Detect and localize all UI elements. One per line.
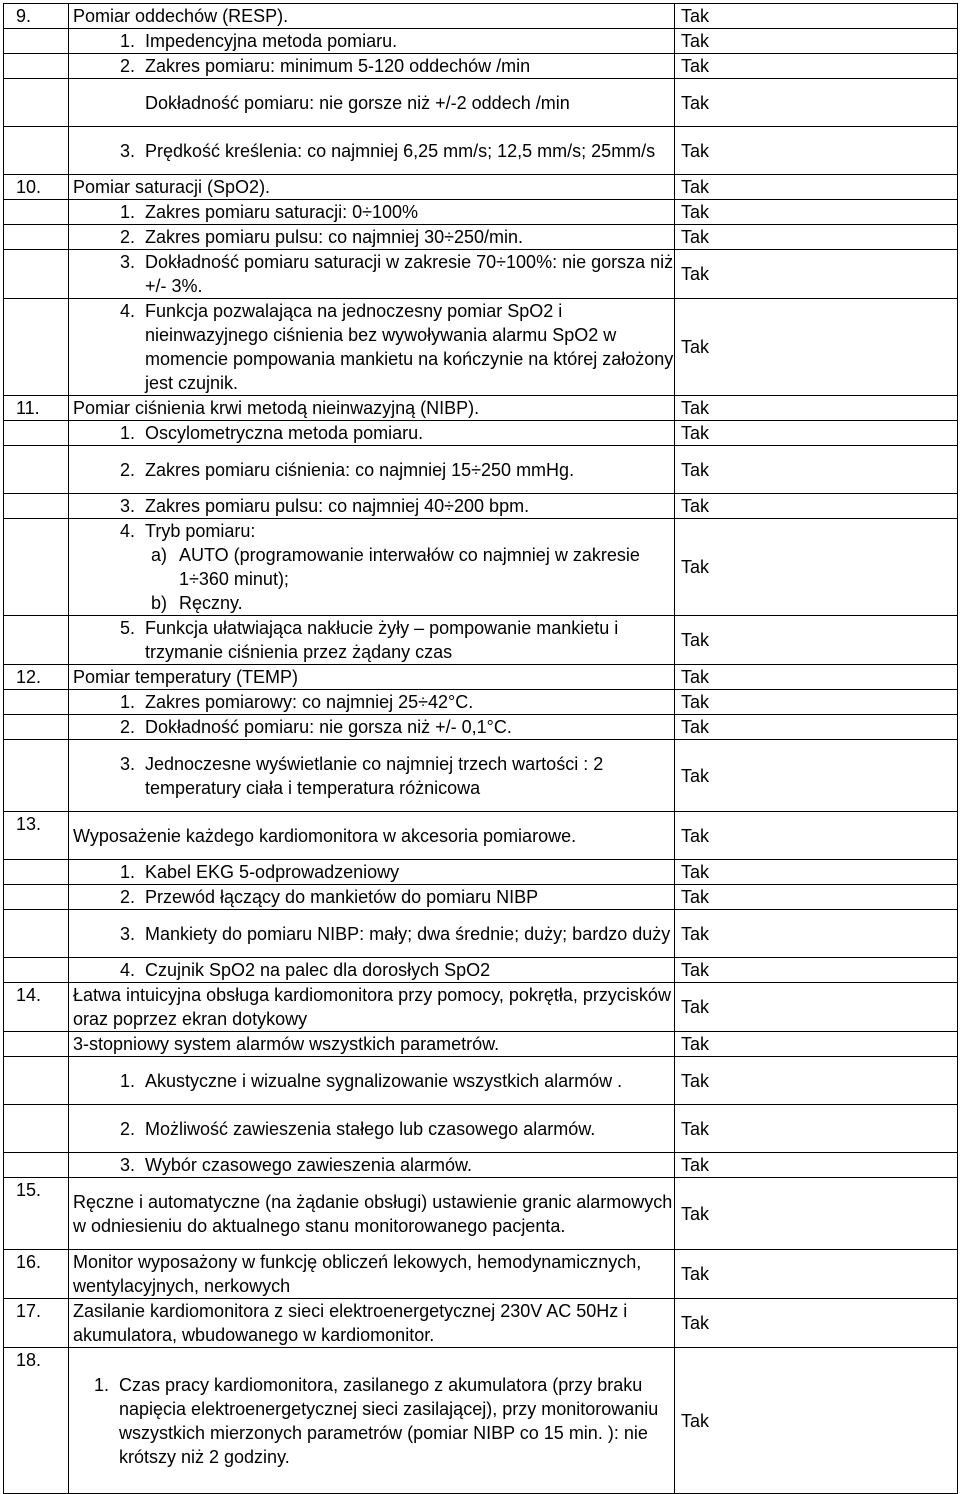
table-row [4,690,958,715]
row-description-cell [69,885,675,910]
compliance-value-cell: Tak [675,250,958,299]
requirement-subitem [69,1373,674,1469]
row-description-cell [69,715,675,740]
subitem-number: 4. [119,301,135,321]
subitem-text: Tryb pomiaru: [145,521,256,541]
row-description-cell [69,127,675,175]
row-description-cell [69,396,675,421]
requirement-text [69,983,674,1031]
row-number-cell: 15. [4,1178,69,1250]
subitem-number: 3. [119,252,135,272]
table-row [4,1250,958,1299]
compliance-value-cell: Tak [675,983,958,1032]
row-number-cell [4,958,69,983]
row-number-cell [4,519,69,616]
requirement-subitem [69,860,674,884]
row-description-cell [69,421,675,446]
subitem-text: Zakres pomiaru saturacji: 0÷100% [145,202,418,222]
row-description-cell [69,54,675,79]
subitem-text: Funkcja ułatwiająca nakłucie żyły – pompowanie mankietu i trzymanie ciśnienia przez żądany czas [145,618,619,662]
subitem-text: Wybór czasowego zawieszenia alarmów. [145,1155,472,1175]
subitem-number: 4. [119,521,135,541]
subitem-number: 1. [119,692,135,712]
table-row [4,665,958,690]
subitem-number: 3. [119,753,135,774]
row-description-cell [69,983,675,1032]
row-description-cell [69,1178,675,1250]
requirement-subitem [69,958,674,982]
subitem-text: Funkcja pozwalająca na jednoczesny pomiar SpO2 i nieinwazyjnego ciśnienia bez wywoływania alarmu SpO2 w momencie pompowania mankietu na kończynie na której założony jest czujnik. [145,301,674,393]
subitem-number: 4. [119,960,135,980]
subitem-number: 1. [119,423,135,443]
compliance-value-cell: Tak [675,446,958,494]
table-row [4,740,958,812]
subitem-text: Dokładność pomiaru: nie gorsza niż +/- 0,1°C. [145,717,512,737]
compliance-value-cell: Tak [675,54,958,79]
row-description-cell [69,1057,675,1105]
row-number-cell [4,1153,69,1178]
compliance-value-cell: Tak [675,519,958,616]
table-row [4,1032,958,1057]
requirement-subitem [69,591,674,615]
row-number-cell: 13. [4,812,69,860]
compliance-value-cell: Tak [675,910,958,958]
subitem-number: 3. [119,923,135,944]
subitem-text: Zasilanie kardiomonitora z sieci elektroenergetycznej 230V AC 50Hz i akumulatora, wbudowanego w kardiomonitor. [73,1301,628,1345]
compliance-value-cell: Tak [675,299,958,396]
row-description-cell [69,958,675,983]
table-row [4,1057,958,1105]
requirement-text [69,175,674,199]
requirement-subitem [69,421,674,445]
row-description-cell [69,860,675,885]
row-number-cell [4,250,69,299]
requirement-subitem [69,250,674,298]
subitem-text: Zakres pomiaru ciśnienia: co najmniej 15÷250 mmHg. [145,459,575,480]
requirement-subitem [69,752,674,800]
requirement-subitem [69,1117,674,1141]
subitem-text: Zakres pomiaru: minimum 5-120 oddechów /min [145,56,531,76]
row-description-cell [69,225,675,250]
subitem-number: 1. [119,31,135,51]
requirement-subitem [69,519,674,543]
subitem-text: Zakres pomiaru pulsu: co najmniej 30÷250/min. [145,227,524,247]
subitem-number: a) [150,545,167,565]
requirement-text [69,665,674,689]
row-number-cell [4,910,69,958]
subitem-text: Monitor wyposażony w funkcję obliczeń lekowych, hemodynamicznych, wentylacyjnych, nerkowych [73,1252,642,1296]
table-row [4,1178,958,1250]
table-row [4,396,958,421]
row-description-cell [69,812,675,860]
row-description-cell [69,1348,675,1494]
subitem-number: 2. [119,227,135,247]
table-row [4,860,958,885]
subitem-text: Akustyczne i wizualne sygnalizowanie wszystkich alarmów . [145,1070,623,1091]
row-description-cell [69,4,675,29]
subitem-number: 2. [119,56,135,76]
requirement-text [69,4,674,28]
table-row [4,446,958,494]
table-row [4,200,958,225]
specification-table-body [4,4,958,1494]
compliance-value-cell: Tak [675,1299,958,1348]
table-row [4,421,958,446]
compliance-value-cell: Tak [675,79,958,127]
row-description-cell [69,690,675,715]
row-description-cell [69,494,675,519]
requirement-subitem [69,922,674,946]
table-row [4,885,958,910]
compliance-value-cell: Tak [675,200,958,225]
row-number-cell: 17. [4,1299,69,1348]
requirement-subitem [69,1069,674,1093]
compliance-value-cell: Tak [675,1348,958,1494]
requirement-subitem [69,458,674,482]
compliance-value-cell: Tak [675,127,958,175]
compliance-value-cell: Tak [675,860,958,885]
row-description-cell [69,250,675,299]
requirement-subitem [69,29,674,53]
row-description-cell [69,1105,675,1153]
subitem-text: Pomiar oddechów (RESP). [73,6,289,26]
requirement-subitem [69,299,674,395]
row-number-cell [4,860,69,885]
row-number-cell: 10. [4,175,69,200]
compliance-value-cell: Tak [675,885,958,910]
row-number-cell: 12. [4,665,69,690]
subitem-text: Ręczne i automatyczne (na żądanie obsługi) ustawienie granic alarmowych w odniesieniu do aktualnego stanu monitorowanego pacjenta. [73,1191,673,1236]
compliance-value-cell: Tak [675,29,958,54]
compliance-value-cell: Tak [675,225,958,250]
table-row [4,127,958,175]
row-number-cell [4,690,69,715]
subitem-number: 2. [119,459,135,480]
requirement-subitem [69,54,674,78]
compliance-value-cell: Tak [675,690,958,715]
compliance-value-cell: Tak [675,616,958,665]
requirement-subitem [69,885,674,909]
requirement-text [69,1190,674,1238]
compliance-value-cell: Tak [675,421,958,446]
subitem-number: 2. [119,1118,135,1139]
table-row [4,4,958,29]
table-row [4,983,958,1032]
subitem-number: 3. [119,496,135,516]
row-description-cell [69,29,675,54]
row-description-cell [69,519,675,616]
row-description-cell [69,1032,675,1057]
row-description-cell [69,740,675,812]
requirement-subitem [69,91,674,115]
requirement-text [69,1299,674,1347]
compliance-value-cell: Tak [675,665,958,690]
row-number-cell [4,1057,69,1105]
row-number-cell [4,421,69,446]
row-number-cell [4,494,69,519]
subitem-text: Oscylometryczna metoda pomiaru. [145,423,424,443]
subitem-text: Kabel EKG 5-odprowadzeniowy [145,862,400,882]
requirement-text [69,1032,674,1056]
subitem-text: Dokładność pomiaru: nie gorsze niż +/-2 oddech /min [145,92,570,113]
row-number-cell: 16. [4,1250,69,1299]
subitem-text: Zakres pomiarowy: co najmniej 25÷42°C. [145,692,474,712]
row-number-cell [4,885,69,910]
compliance-value-cell: Tak [675,1032,958,1057]
compliance-value-cell: Tak [675,1105,958,1153]
subitem-number: 1. [93,1374,109,1395]
row-number-cell [4,446,69,494]
table-row [4,29,958,54]
table-row [4,958,958,983]
specification-table [3,3,958,1494]
subitem-number: 3. [119,140,135,161]
row-description-cell [69,299,675,396]
row-number-cell [4,54,69,79]
requirement-subitem [69,715,674,739]
row-description-cell [69,79,675,127]
row-number-cell [4,616,69,665]
table-row [4,225,958,250]
subitem-text: Jednoczesne wyświetlanie co najmniej trzech wartości : 2 temperatury ciała i temperatura różnicowa [145,753,604,798]
table-row [4,54,958,79]
compliance-value-cell: Tak [675,1057,958,1105]
subitem-text: Czujnik SpO2 na palec dla dorosłych SpO2 [145,960,491,980]
compliance-value-cell: Tak [675,4,958,29]
subitem-number: 2. [119,717,135,737]
requirement-text [69,1250,674,1298]
row-description-cell [69,616,675,665]
table-row [4,1153,958,1178]
row-description-cell [69,446,675,494]
requirement-subitem [69,225,674,249]
row-description-cell [69,910,675,958]
subitem-number: 5. [119,618,135,638]
subitem-text: Dokładność pomiaru saturacji w zakresie 70÷100%: nie gorsza niż +/- 3%. [145,252,674,296]
compliance-value-cell: Tak [675,812,958,860]
subitem-number: 1. [119,862,135,882]
row-number-cell [4,740,69,812]
requirement-text [69,824,674,848]
compliance-value-cell: Tak [675,175,958,200]
requirement-subitem [69,139,674,163]
table-row [4,250,958,299]
table-row [4,812,958,860]
row-number-cell [4,79,69,127]
subitem-number: 1. [119,202,135,222]
requirement-subitem [69,543,674,591]
subitem-text: Możliwość zawieszenia stałego lub czasowego alarmów. [145,1118,596,1139]
compliance-value-cell: Tak [675,396,958,421]
subitem-text: Wyposażenie każdego kardiomonitora w akcesoria pomiarowe. [73,825,577,846]
table-row [4,715,958,740]
row-description-cell [69,1250,675,1299]
compliance-value-cell: Tak [675,494,958,519]
table-row [4,175,958,200]
compliance-value-cell: Tak [675,1250,958,1299]
compliance-value-cell: Tak [675,1153,958,1178]
requirement-subitem [69,200,674,224]
subitem-text: Pomiar saturacji (SpO2). [73,177,271,197]
subitem-text: Mankiety do pomiaru NIBP: mały; dwa średnie; duży; bardzo duży [145,923,671,944]
row-number-cell [4,715,69,740]
requirement-subitem [69,494,674,518]
compliance-value-cell: Tak [675,715,958,740]
row-number-cell [4,200,69,225]
row-number-cell [4,1105,69,1153]
subitem-number: b) [150,593,167,613]
compliance-value-cell: Tak [675,740,958,812]
row-description-cell [69,1153,675,1178]
table-row [4,616,958,665]
subitem-text: Przewód łączący do mankietów do pomiaru NIBP [145,887,539,907]
row-description-cell [69,200,675,225]
table-row [4,299,958,396]
subitem-text: Łatwa intuicyjna obsługa kardiomonitora przy pomocy, pokrętła, przycisków oraz poprzez ekran dotykowy [73,985,671,1029]
subitem-text: Czas pracy kardiomonitora, zasilanego z akumulatora (przy braku napięcia elektroenergetycznej sieci zasilającej), przy monitorowaniu wszystkich mierzonych parametrów (pomiar NIBP co 15 min. ): nie krótszy niż 2 godziny. [119,1374,659,1467]
requirement-subitem [69,1153,674,1177]
subitem-text: AUTO (programowanie interwałów co najmniej w zakresie 1÷360 minut); [179,545,640,589]
subitem-text: Pomiar temperatury (TEMP) [73,667,299,687]
subitem-text: Prędkość kreślenia: co najmniej 6,25 mm/s; 12,5 mm/s; 25mm/s [145,140,656,161]
row-description-cell [69,175,675,200]
row-number-cell: 11. [4,396,69,421]
table-row [4,79,958,127]
row-number-cell [4,299,69,396]
subitem-text: Pomiar ciśnienia krwi metodą nieinwazyjną (NIBP). [73,398,480,418]
requirement-text [69,396,674,420]
row-description-cell [69,665,675,690]
row-description-cell [69,1299,675,1348]
row-number-cell [4,225,69,250]
subitem-number: 1. [119,1070,135,1091]
subitem-number: 3. [119,1155,135,1175]
table-row [4,1299,958,1348]
subitem-text: 3-stopniowy system alarmów wszystkich parametrów. [73,1034,500,1054]
table-row [4,519,958,616]
compliance-value-cell: Tak [675,958,958,983]
requirement-subitem [69,690,674,714]
row-number-cell [4,29,69,54]
row-number-cell [4,127,69,175]
table-row [4,910,958,958]
subitem-number: 2. [119,887,135,907]
row-number-cell: 18. [4,1348,69,1494]
table-row [4,494,958,519]
table-row [4,1105,958,1153]
row-number-cell: 9. [4,4,69,29]
row-number-cell [4,1032,69,1057]
row-number-cell: 14. [4,983,69,1032]
compliance-value-cell: Tak [675,1178,958,1250]
requirement-subitem [69,616,674,664]
subitem-text: Zakres pomiaru pulsu: co najmniej 40÷200 bpm. [145,496,530,516]
table-row [4,1348,958,1494]
subitem-text: Impedencyjna metoda pomiaru. [145,31,398,51]
subitem-text: Ręczny. [179,593,243,613]
